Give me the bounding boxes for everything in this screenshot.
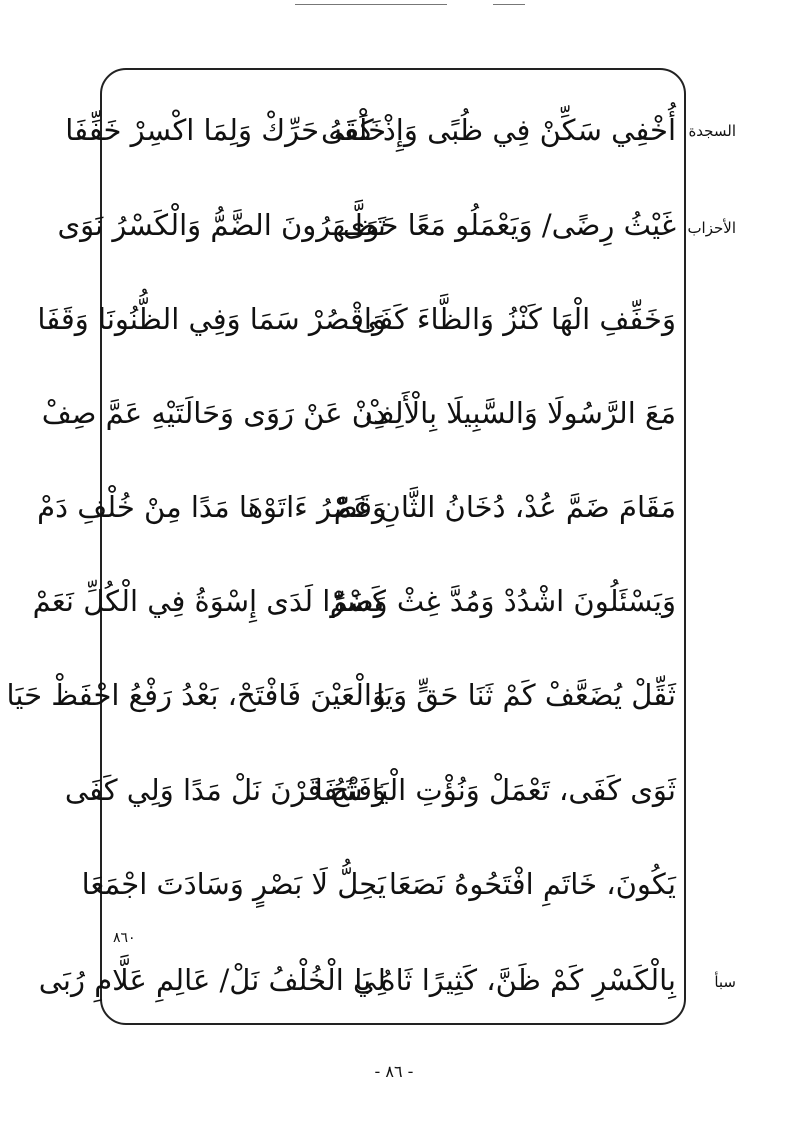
verse-first-hemistich: يَكُونَ، خَاتَمِ افْتَحُوهُ نَصَعَا [388,867,676,901]
verse-row [65,100,686,160]
verse-row [6,665,686,725]
margin-label-ahzab: الأحزاب [687,219,736,237]
header-rule-right [493,4,525,5]
margin-label-sajda: السجدة [688,122,736,140]
verse-first-hemistich: ثَقِّلْ يُضَعَّفْ كَمْ ثَنَا حَقٍّ وَيَا [376,678,676,712]
verse-row [38,950,686,1010]
poem-verses [6,68,686,1025]
verse-first-hemistich: مَقَامَ ضَمَّ عُدْ، دُخَانُ الثَّانِ عَمّْ [333,490,676,524]
verse-first-hemistich: مَعَ الرَّسُولَا وَالسَّبِيلَا بِالْأَلِفْ [364,396,676,430]
verse-row [37,477,686,537]
header-rule-left [295,4,447,5]
verse-first-hemistich: بِالْكَسْرِ كَمْ ظَنَّ، كَثِيرًا ثَاهُ بَا [354,963,676,997]
verse-row [57,195,686,255]
verse-second-hemistich: دِنْ عَنْ رَوَى وَحَالَتَيْهِ عَمَّ صِفْ [41,396,386,430]
verse-second-hemistich: وَاقْصُرْ سَمَا وَفِي الظُّنُونَا وَقَفَا [37,302,386,336]
verse-second-hemistich: تَظَّـهَرُونَ الضَّمُّ وَالْكَسْرُ نَوَى [57,208,386,242]
verse-first-hemistich: وَخَفِّفِ الْهَا كَنْزُ وَالظَّاءَ كَفَى [355,302,676,336]
verse-second-hemistich: كَسْرًا لَدَى إِسْوَةُ فِي الْكُلِّ نَعَمْ [32,584,386,618]
verse-row [64,760,686,820]
verse-first-hemistich: غَيْثُ رِضًى/ وَيَعْمَلُو مَعًا حَوَى [342,208,676,242]
verse-row [37,289,686,349]
verse-count-number: ٨٦٠ [113,930,136,946]
page-number: - ٨٦ - [374,1062,414,1081]
verse-second-hemistich: وَفَتْحُ قَرْنَ نَلْ مَدًا وَلِي كَفَى [64,773,386,807]
verse-row [41,383,686,443]
verse-second-hemistich: خَلْقَهُ حَرِّكْ وَلِمَا اكْسِرْ خَفِّفَا [65,113,386,147]
verse-row [32,571,686,631]
verse-first-hemistich: ثَوَى كَفَى، تَعْمَلْ وَنُؤْتِ الْيَا شَفَا [314,773,676,807]
verse-first-hemistich: وَيَسْئَلُونَ اشْدُدْ وَمُدَّ غِثْ وَضَمّْ [329,584,676,618]
verse-second-hemistich: وَقَصْرُ ءَاتَوْهَا مَدًا مِنْ خُلْفِ دَمْ [37,490,386,524]
verse-second-hemistich: وَالْعَيْنَ فَافْتَحْ، بَعْدُ رَفْعُ احْفَظْ حَيَا [6,678,386,712]
verse-second-hemistich: يَحِلُّ لَا بَصْرٍ وَسَادَتَ اجْمَعَا [81,867,386,901]
verse-row [81,854,686,914]
verse-first-hemistich: أُخْفِي سَكِّنْ فِي ظُبًى وَإِذْ كَفَى [321,113,676,147]
verse-second-hemistich: لِي الْخُلْفُ نَلْ/ عَالِمِ عَلَّامِ رُبَى [38,963,386,997]
margin-label-saba: سبأ [714,973,736,991]
